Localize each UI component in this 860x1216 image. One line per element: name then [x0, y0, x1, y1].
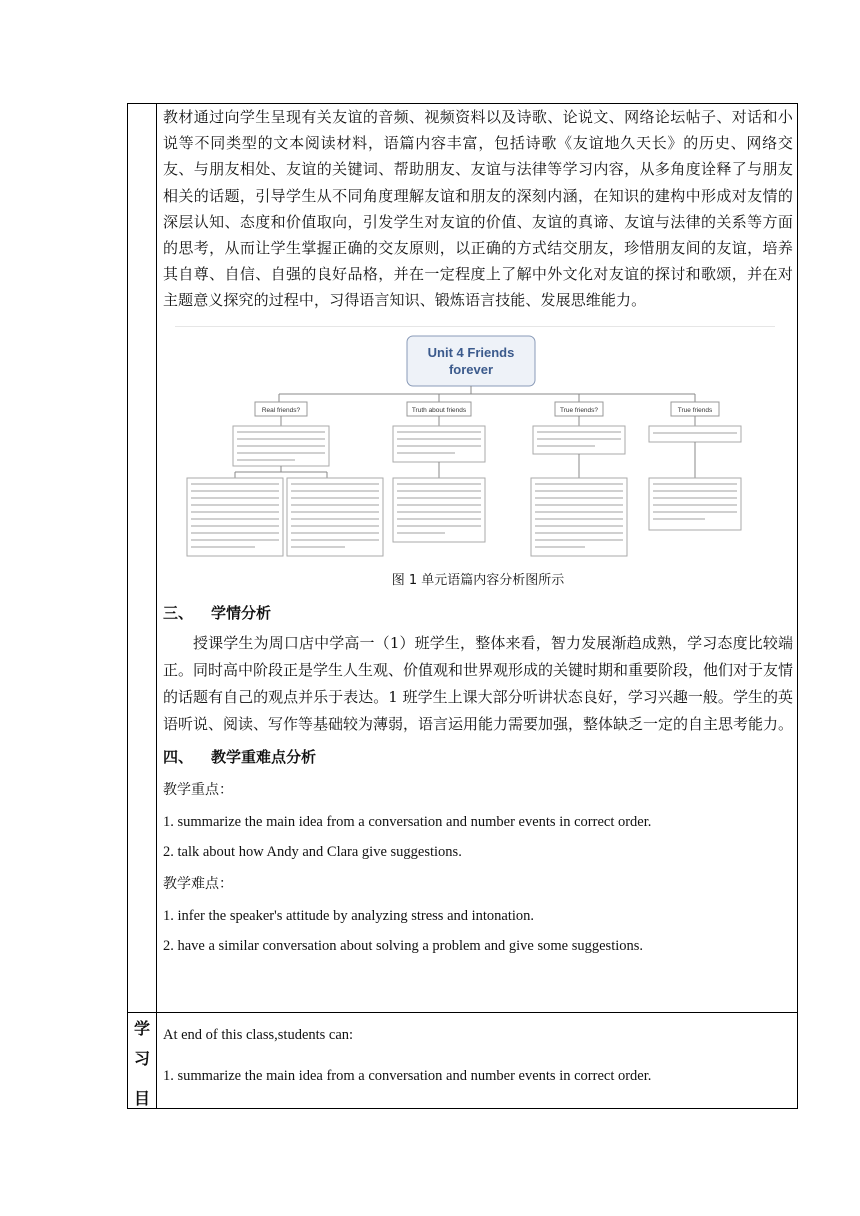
key-points-label: 教学重点：: [163, 781, 233, 798]
objectives-side-char-1: 学: [133, 1019, 150, 1038]
section3-heading: [163, 602, 793, 624]
objectives-intro: At end of this class,students can:: [163, 1027, 354, 1043]
intro-paragraph: 教材通过向学生呈现有关友谊的音频、视频资料以及诗歌、论说文、网络论坛帖子、对话和小说等不同类型的文本阅读材料，语篇内容丰富，包括诗歌《友谊地久天长》的历史、网络交友、与朋友相处、友谊的关键词、帮助朋友、友谊与法律等学习内容，从多角度诠释了与朋友相关的话题，引导学生从不同角度理解友谊和朋友的深刻内涵，在知识的建构中形成对友情的深层认知、态度和价值取向，引发学生对友谊的价值、友谊的真谛、友谊与法律的关系等方面的思考，从而让学生掌握正确的交友原则，以正确的方式结交朋友，珍惜朋友间的友谊，培养其自尊、自信、自强的良好品格，并在一定程度上了解中外文化对友谊的探讨和歌颂，并在对主题意义探究的过程中，习得语言知识、锻炼语言技能、发展思维能力。: [163, 108, 793, 310]
table-column-divider: [156, 103, 157, 1109]
key-point-2: 2. talk about how Andy and Clara give suggestions.: [163, 843, 462, 860]
difficult-point-2: 2. have a similar conversation about solving a problem and give some suggestions.: [163, 937, 644, 954]
branch-label-1: Real friends?: [261, 406, 301, 414]
sub-box-4: [649, 426, 741, 442]
branch-label-2: Truth about friends: [411, 406, 467, 414]
figure-caption: 图 1 单元语篇内容分析图所示: [391, 572, 565, 588]
diagram-title-box: [407, 336, 535, 386]
section4-heading: [163, 746, 793, 768]
detail-box-5: [649, 478, 741, 530]
key-point-1: 1. summarize the main idea from a conversation and number events in correct order.: [163, 813, 652, 830]
detail-box-1: [187, 478, 283, 556]
detail-box-4: [531, 478, 627, 556]
diagram-title-line1: Unit 4 Friends: [427, 344, 515, 360]
difficult-points-label: 教学难点：: [163, 875, 233, 892]
unit-content-diagram: [175, 326, 775, 558]
sub-box-3: [533, 426, 625, 454]
diagram-svg: [175, 326, 775, 558]
detail-box-2: [287, 478, 383, 556]
objectives-side-char-3: 目: [133, 1089, 150, 1108]
section3-title: 学情分析: [211, 603, 272, 622]
table-row-divider: [127, 1012, 798, 1013]
section4-title: 教学重难点分析: [211, 747, 317, 766]
branch-label-3: True friends?: [559, 406, 599, 414]
section4-number: 四、: [163, 747, 194, 766]
diagram-title-line2: forever: [448, 361, 494, 377]
objective-item-1: 1. summarize the main idea from a conversation and number events in correct order.: [163, 1068, 652, 1084]
branch-label-4: True friends: [677, 406, 713, 414]
section3-number: 三、: [163, 603, 194, 622]
objectives-side-char-2: 习: [133, 1049, 150, 1068]
content-cell: [163, 104, 793, 956]
section3-paragraph: 授课学生为周口店中学高一（1）班学生，整体来看，智力发展渐趋成熟，学习态度比较端正。同时高中阶段正是学生人生观、价值观和世界观形成的关键时期和重要阶段，他们对于友情的话题有自己的观点并乐于表达。1 班学生上课大部分听讲状态良好，学习兴趣一般。学生的英语听说、阅读、写作等基础较为薄弱，语言运用能力需要加强，整体缺乏一定的自主思考能力。: [163, 633, 794, 733]
difficult-point-1: 1. infer the speaker's attitude by analyzing stress and intonation.: [163, 907, 535, 924]
